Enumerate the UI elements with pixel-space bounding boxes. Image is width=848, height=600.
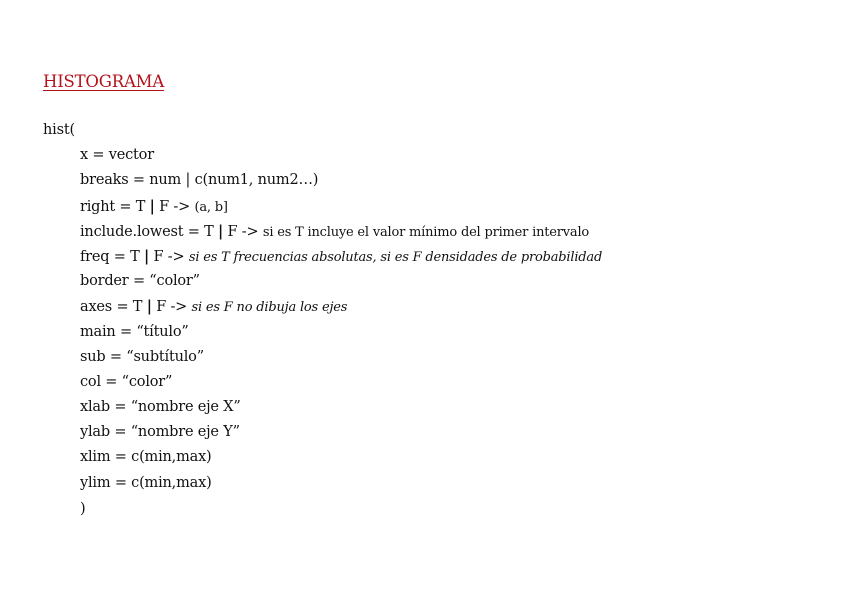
param-freq-separator: | — [144, 247, 150, 265]
param-right-note: (a, b] — [194, 199, 228, 215]
function-close: ) — [80, 500, 86, 517]
param-freq — [43, 244, 602, 269]
param-axes-note-2: no dibuja los ejes — [236, 300, 348, 316]
param-include-lowest-separator: | — [218, 222, 224, 240]
param-freq-note-1: si es T — [188, 249, 234, 265]
section-heading: HISTOGRAMA — [43, 72, 165, 91]
param-freq-note-2: frecuencias absolutas — [233, 249, 373, 265]
param-freq-note-4: densidades de probabilidad — [425, 249, 603, 265]
param-include-lowest — [43, 219, 602, 244]
param-include-lowest-arrow: F -> — [223, 223, 263, 240]
param-breaks: breaks = num | c(num1, num2…) — [80, 172, 319, 189]
param-xlim: xlim = c(min,max) — [80, 449, 212, 466]
param-main: main = “título” — [80, 323, 189, 340]
param-ylab: ylab = “nombre eje Y” — [80, 424, 240, 441]
param-axes-text: axes = T — [80, 299, 147, 316]
hist-function-syntax — [43, 118, 602, 522]
param-x: x = vector — [80, 147, 154, 164]
param-axes-arrow: F -> — [151, 299, 192, 316]
param-right-arrow: F -> — [154, 198, 195, 215]
param-axes-note-1: si es F — [191, 300, 237, 316]
param-xlab: xlab = “nombre eje X” — [80, 399, 241, 416]
param-sub: sub = “subtítulo” — [80, 348, 204, 365]
param-include-lowest-text: include.lowest = T — [80, 223, 219, 240]
param-freq-arrow: F -> — [149, 248, 189, 265]
param-axes — [43, 294, 602, 319]
param-col: col = “color” — [80, 373, 173, 390]
param-border: border = “color” — [80, 273, 200, 290]
param-right-separator: | — [149, 197, 155, 215]
param-freq-text: freq = T — [80, 248, 145, 265]
param-right-text: right = T — [80, 198, 150, 215]
param-right — [43, 194, 602, 219]
param-ylim: ylim = c(min,max) — [80, 474, 212, 491]
param-axes-separator: | — [146, 298, 152, 316]
function-open: hist( — [43, 122, 75, 138]
param-include-lowest-note: si es T incluye el valor mínimo del primer intervalo — [262, 224, 590, 240]
param-freq-note-3: , si es F — [372, 249, 426, 265]
